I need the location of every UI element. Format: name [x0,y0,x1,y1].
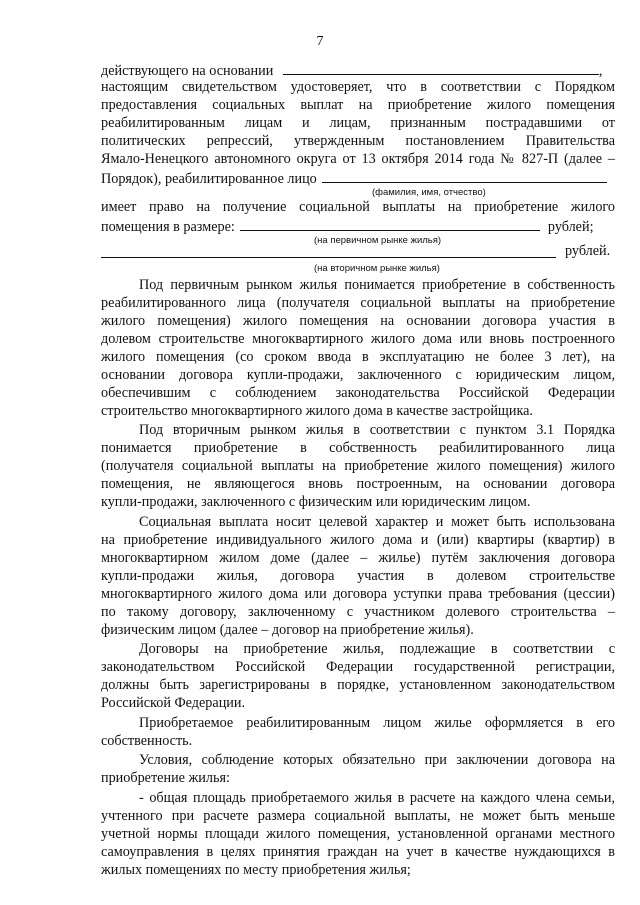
p7-line-5: жилых помещениях по месту приобретения жилья; [101,862,411,878]
body-paragraph-conditions [101,751,615,787]
p2-line-2: понимается приобретение в собственность реабилитированного лица [101,440,615,456]
page-number: 7 [316,34,324,49]
secondary-amount-blank [101,257,556,258]
p3-line-5: многоквартирного жилого дома или договора уступки права требования (цессии) [101,586,615,602]
p6-line-2: приобретение жилья: [101,770,230,786]
primary-amount-unit: рублей; [547,219,594,235]
p1-line-5: жилого помещения (со сроком ввода в эксплуатацию не более 3 лет), на [101,349,615,365]
p2-line-3: (получателя социальной выплаты на приобретение жилого помещения) жилого [101,458,615,474]
line-amount-primary [101,216,615,234]
p7-line-3: учетной нормы площади жилого помещения, установленной органами местного [101,826,615,842]
p5-line-2: собственность. [101,733,193,749]
basis-blank-field [283,60,599,75]
p2-line-1: Под вторичным рынком жилья в соответствии с пунктом 3.1 Порядка [139,422,615,438]
amount-label: помещения в размере: [101,219,235,235]
header-line-3: предоставления социальных выплат на приобретение жилого помещения [101,97,615,113]
body-paragraph-area-condition [101,789,615,879]
header-line-2: настоящим свидетельством удостоверяет, что в соответствии с Порядком [101,79,615,95]
fio-blank-field [322,168,607,183]
p1-line-4: долевом строительстве многоквартирного жилого дома или вновь построенного [101,331,615,347]
p4-line-4: Российской Федерации. [101,695,246,711]
person-label: Порядок), реабилитированное лицо [101,171,317,187]
header-line-4: реабилитированным лицам и лицам, признанным пострадавшими от [101,115,615,131]
body-paragraph-registration [101,640,615,712]
body-paragraph-purpose [101,513,615,639]
p4-line-2: законодательством Российской Федерации государственной регистрации, [101,659,615,675]
p2-line-4: помещения, не являющегося вновь построенным, на основании договора [101,476,615,492]
header-line-5: политических репрессий, утвержденным постановлением Правительства [101,133,615,149]
p3-line-7: физическим лицом (далее – договор на приобретение жилья). [101,622,474,638]
p3-line-3: многоквартирном жилом доме (далее – жилье) путём заключения договора [101,550,615,566]
line-basis [101,60,615,78]
p1-line-2: реабилитированного лица (получателя социальной выплаты на приобретение [101,295,615,311]
p1-line-8: строительство многоквартирного жилого дома в качестве застройщика. [101,403,533,419]
line-person [101,168,615,186]
p3-line-2: на приобретение индивидуального жилого дома и (или) квартиры (квартир) в [101,532,615,548]
caption-primary-market: (на первичном рынке жилья) [314,235,442,246]
p1-line-1: Под первичным рынком жилья понимается приобретение в собственность [139,277,615,293]
caption-secondary-market: (на вторичном рынке жилья) [314,263,440,274]
basis-label: действующего на основании [101,63,274,79]
caption-fio: (фамилия, имя, отчество) [372,187,486,198]
p4-line-1: Договоры на приобретение жилья, подлежащие в соответствии с [139,641,615,657]
p7-line-1: - общая площадь приобретаемого жилья в расчете на каждого члена семьи, [139,790,615,806]
header-line-6: Ямало-Ненецкого автономного округа от 13 октября 2014 года № 827-П (далее – [101,151,615,167]
secondary-amount-unit: рублей. [565,243,611,259]
p6-line-1: Условия, соблюдение которых обязательно при заключении договора на [139,752,615,768]
p1-line-3: жилого помещения) жилого помещения на основании договора участия в [101,313,615,329]
body-paragraph-ownership [101,714,615,750]
amount-block [101,198,615,234]
certificate-header-block [101,60,615,186]
primary-amount-blank [240,216,540,231]
p7-line-4: самоуправления в целях принятия граждан на учет в качестве нуждающихся в [101,844,615,860]
p4-line-3: должны быть зарегистрированы в порядке, установленном законодательством [101,677,615,693]
right-line-1: имеет право на получение социальной выплаты на приобретение жилого [101,199,615,215]
p7-line-2: учтенного при расчете размера социальной выплаты, не может быть меньше [101,808,615,824]
p1-line-7: обеспечившим с соблюдением законодательства Российской Федерации [101,385,615,401]
p1-line-6: основании договора купли-продажи, заключенного с юридическим лицом, [101,367,615,383]
basis-comma: , [598,63,603,79]
p3-line-1: Социальная выплата носит целевой характер и может быть использована [139,514,615,530]
body-paragraph-secondary-market [101,421,615,511]
p3-line-4: купли-продажи жилья, договора участия в долевом строительстве [101,568,615,584]
p5-line-1: Приобретаемое реабилитированным лицом жилье оформляется в его [139,715,615,731]
p3-line-6: по такому договору, заключенному с участником долевого строительства – [101,604,615,620]
body-paragraph-primary-market [101,276,615,420]
p2-line-5: купли-продажи, заключенного с физическим или юридическим лицом. [101,494,531,510]
